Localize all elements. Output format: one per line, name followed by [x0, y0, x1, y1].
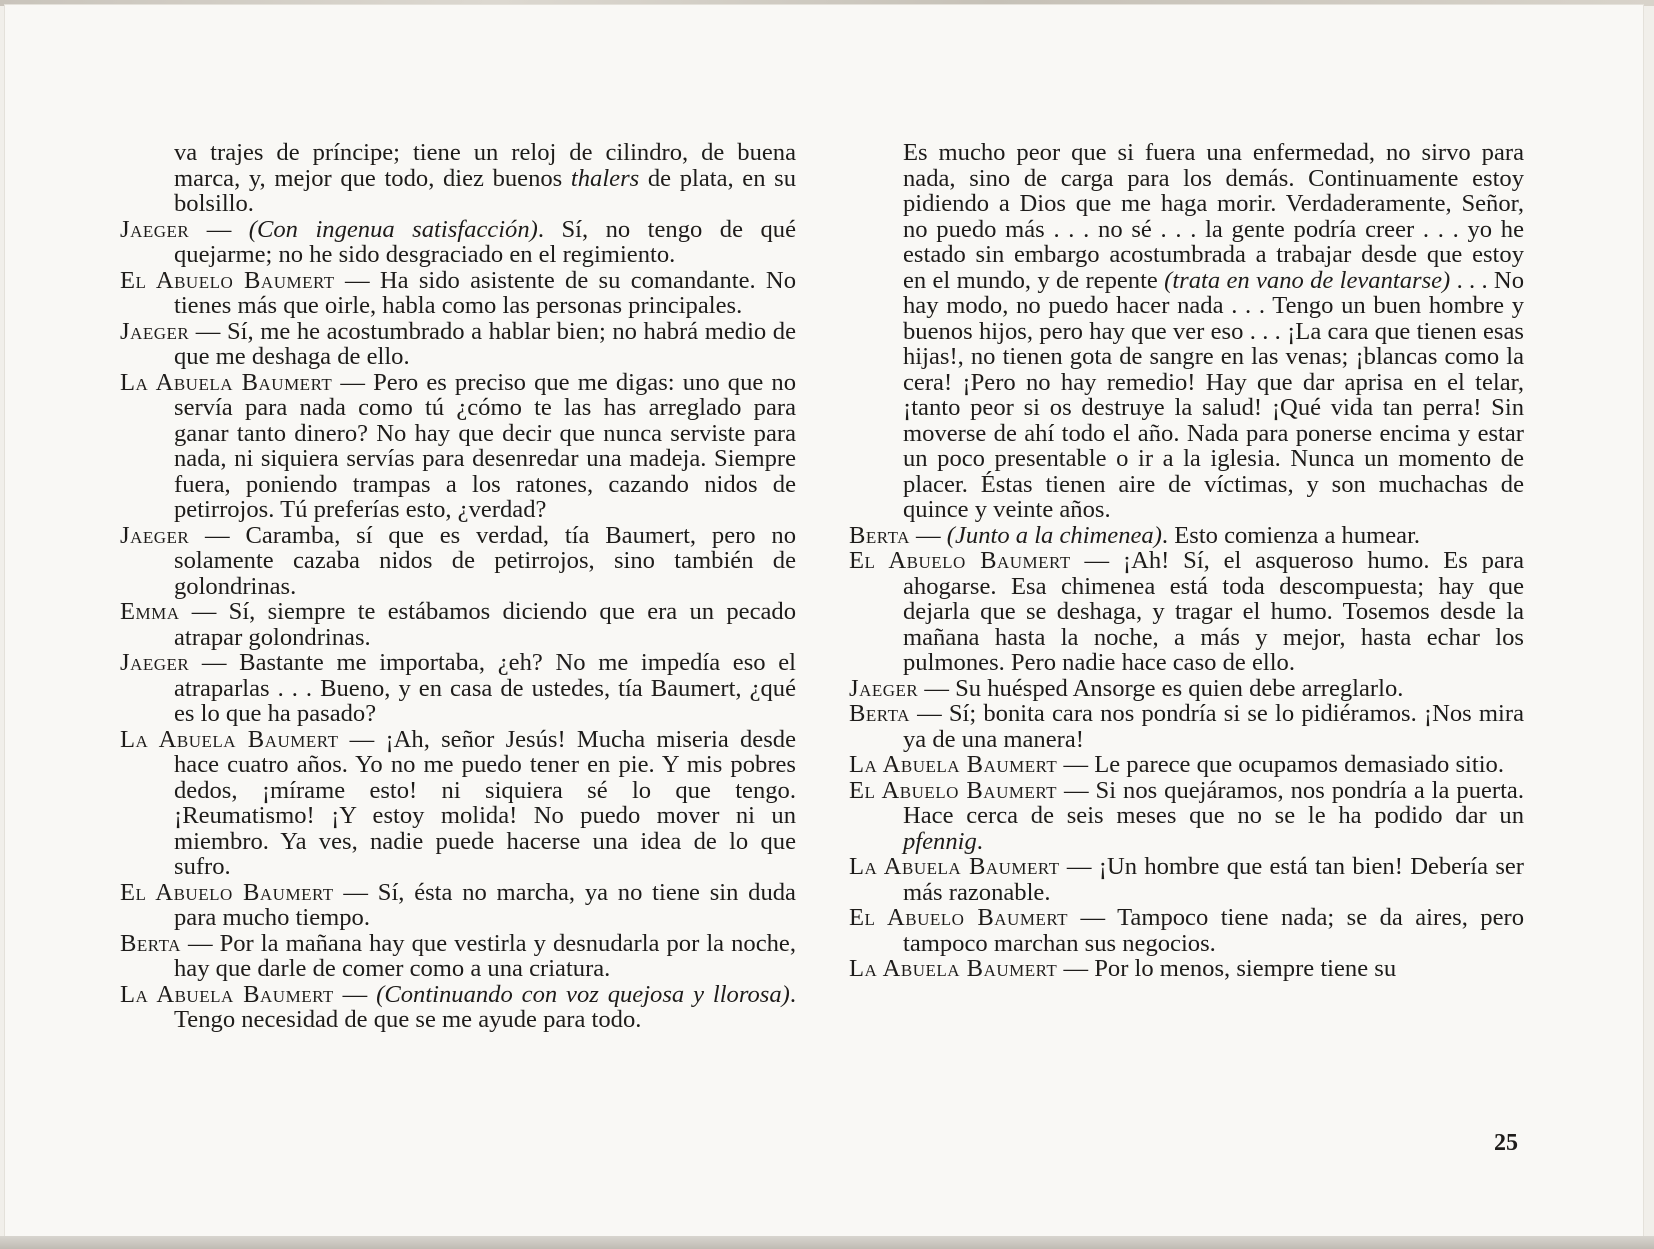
dialogue-line [120, 370, 796, 523]
dialogue-text: . Esto comienza a humear. [1161, 521, 1421, 549]
dialogue-text: . Sí, no tengo de qué quejarme; no he sido desgraciado en el regimiento. [174, 215, 796, 268]
dialogue-text: — Por la mañana hay que vestirla y desnudarla por la noche, hay que darle de comer como a una criatura. [174, 929, 796, 982]
stage-direction: thalers [570, 164, 640, 192]
dialogue-line [120, 931, 796, 982]
dialogue-text: — [189, 215, 249, 243]
speaker-name: La Abuela Baumert [849, 751, 1058, 778]
speaker-name: El Abuelo Baumert [849, 904, 1069, 931]
speaker-name: El Abuelo Baumert [849, 547, 1071, 574]
speaker-name: El Abuelo Baumert [120, 266, 335, 294]
dialogue-text: — Pero es preciso que me digas: uno que no servía para nada como tú ¿cómo te las has arreglado para ganar tanto dinero? No hay que decir que nunca serviste para nada, ni siquiera servías para desenredar una madeja. Siempre fuera, poniendo trampas a los ratones, cazando nidos de petirrojos. Tú preferías esto, ¿verdad? [174, 368, 796, 523]
dialogue-text: va trajes de príncipe; tiene un reloj de cilindro, de buena marca, y, mejor que todo, diez buenos [174, 139, 796, 192]
stage-direction: pfennig [903, 827, 977, 855]
dialogue-line [849, 778, 1524, 855]
continued-text [849, 140, 1524, 523]
speaker-name: Jaeger [849, 674, 919, 702]
stage-direction: (Junto a la chimenea) [946, 521, 1162, 549]
dialogue-text: — Sí, ésta no marcha, ya no tiene sin duda para mucho tiempo. [174, 878, 796, 931]
speaker-name: Jaeger [120, 521, 190, 549]
dialogue-text: — ¡Un hombre que está tan bien! Debería ser más razonable. [903, 853, 1524, 906]
dialogue-text: — ¡Ah! Sí, el asqueroso humo. Es para ahogarse. Esa chimenea está toda descompuesta; hay que dejarla que se deshaga, y tragar el humo. Tosemos desde la mañana hasta la noche, a más y mejor, hasta echar los pulmones. Pero nadie hace caso de ello. [903, 547, 1524, 676]
speaker-name: Emma [120, 598, 180, 625]
dialogue-text: . [976, 827, 983, 855]
dialogue-text: Es mucho peor que si fuera una enfermedad, no sirvo para nada, sino de carga para los demás. Continuamente estoy pidiendo a Dios que me haga morir. Verdaderamente, Señor, no puedo más . . . no sé . . . la gente podría creer . . . yo he estado sin embargo acostumbrada a trabajar desde que estoy en el mundo, y de repente [903, 139, 1524, 294]
dialogue-line [120, 319, 796, 370]
page-number: 25 [1494, 1130, 1518, 1156]
dialogue-line [849, 548, 1524, 676]
stage-direction: (Con ingenua satisfacción) [248, 215, 538, 243]
dialogue-text: — Le parece que ocupamos demasiado sitio. [1057, 751, 1504, 778]
speaker-name: La Abuela Baumert [120, 725, 339, 753]
speaker-name: Berta [849, 521, 910, 549]
dialogue-line [120, 268, 796, 319]
dialogue-text: — [909, 521, 947, 549]
dialogue-text: — Ha sido asistente de su comandante. No tienes más que oirle, habla como las personas principales. [174, 266, 796, 319]
dialogue-line [120, 523, 796, 600]
dialogue-text: — Su huésped Ansorge es quien debe arreglarlo. [918, 674, 1404, 702]
dialogue-text: — Sí, me he acostumbrado a hablar bien; no habrá medio de que me deshaga de ello. [174, 317, 796, 370]
stage-direction: (trata en vano de levantarse) [1164, 266, 1451, 294]
book-page [4, 4, 1644, 1240]
dialogue-text: — Por lo menos, siempre tiene su [1057, 955, 1397, 982]
dialogue-line [849, 523, 1524, 549]
dialogue-text: — ¡Ah, señor Jesús! Mucha miseria desde hace cuatro años. Yo no me puedo tener en pie. Y mis pobres dedos, ¡mírame esto! ni siquiera sé lo que tengo. ¡Reumatismo! ¡Y estoy molida! No puedo mover ni un miembro. Ya ves, nadie puede hacerse una idea de lo que sufro. [174, 725, 796, 880]
dialogue-line [849, 701, 1524, 752]
speaker-name: El Abuelo Baumert [849, 776, 1058, 804]
left-column [120, 140, 796, 1033]
page-bottom-edge [0, 1236, 1654, 1249]
dialogue-line [120, 217, 796, 268]
dialogue-text: — Caramba, sí que es verdad, tía Baumert, pero no solamente cazaba nidos de petirrojos, sino también de golondrinas. [174, 521, 796, 600]
continued-text [120, 140, 796, 217]
speaker-name: La Abuela Baumert [120, 980, 334, 1008]
dialogue-line [849, 752, 1524, 778]
speaker-name: Jaeger [120, 649, 190, 676]
speaker-name: Jaeger [120, 215, 190, 243]
dialogue-line [120, 982, 796, 1033]
speaker-name: Jaeger [120, 317, 190, 345]
dialogue-line [120, 650, 796, 727]
dialogue-text: — Sí, siempre te estábamos diciendo que era un pecado atrapar golondrinas. [174, 598, 796, 651]
dialogue-text: . Tengo necesidad de que se me ayude para todo. [174, 980, 797, 1033]
dialogue-line [849, 676, 1524, 702]
speaker-name: Berta [849, 700, 910, 727]
dialogue-line [120, 599, 796, 650]
dialogue-text: . . . No hay modo, no puedo hacer nada . . . Tengo un buen hombre y buenos hijos, pero hay que ver eso . . . ¡La cara que tienen esas hijas!, no tienen gota de sangre en las venas; ¡blancas como la cera! ¡Pero no hay remedio! Hay que dar aprisa en el telar, ¡tanto peor si os destruye la salud! ¡Qué vida tan perra! Sin moverse de ahí todo el año. Nada para ponerse encima y estar un poco presentable o ir a la iglesia. Nunca un momento de placer. Éstas tienen aire de víctimas, y son muchachas de quince y veinte años. [903, 266, 1524, 523]
dialogue-text: — Si nos quejáramos, nos pondría a la puerta. Hace cerca de seis meses que no se le ha podido dar un [903, 776, 1524, 829]
dialogue-line [849, 956, 1524, 982]
dialogue-line [120, 880, 796, 931]
dialogue-text: de plata, en su bolsillo. [174, 164, 796, 217]
dialogue-text: — [333, 980, 377, 1008]
right-column [849, 140, 1524, 982]
speaker-name: El Abuelo Baumert [120, 878, 334, 906]
speaker-name: La Abuela Baumert [120, 368, 333, 396]
dialogue-text: — Tampoco tiene nada; se da aires, pero tampoco marchan sus negocios. [903, 904, 1524, 957]
stage-direction: (Continuando con voz quejosa y llorosa) [376, 980, 790, 1008]
dialogue-text: — Bastante me importaba, ¿eh? No me impedía eso el atraparlas . . . Bueno, y en casa de ustedes, tía Baumert, ¿qué es lo que ha pasado? [174, 649, 796, 727]
dialogue-line [849, 905, 1524, 956]
dialogue-text: — Sí; bonita cara nos pondría si se lo pidiéramos. ¡Nos mira ya de una manera! [903, 700, 1524, 753]
dialogue-line [120, 727, 796, 880]
dialogue-line [849, 854, 1524, 905]
speaker-name: La Abuela Baumert [849, 853, 1060, 880]
speaker-name: Berta [120, 929, 181, 957]
speaker-name: La Abuela Baumert [849, 955, 1058, 982]
